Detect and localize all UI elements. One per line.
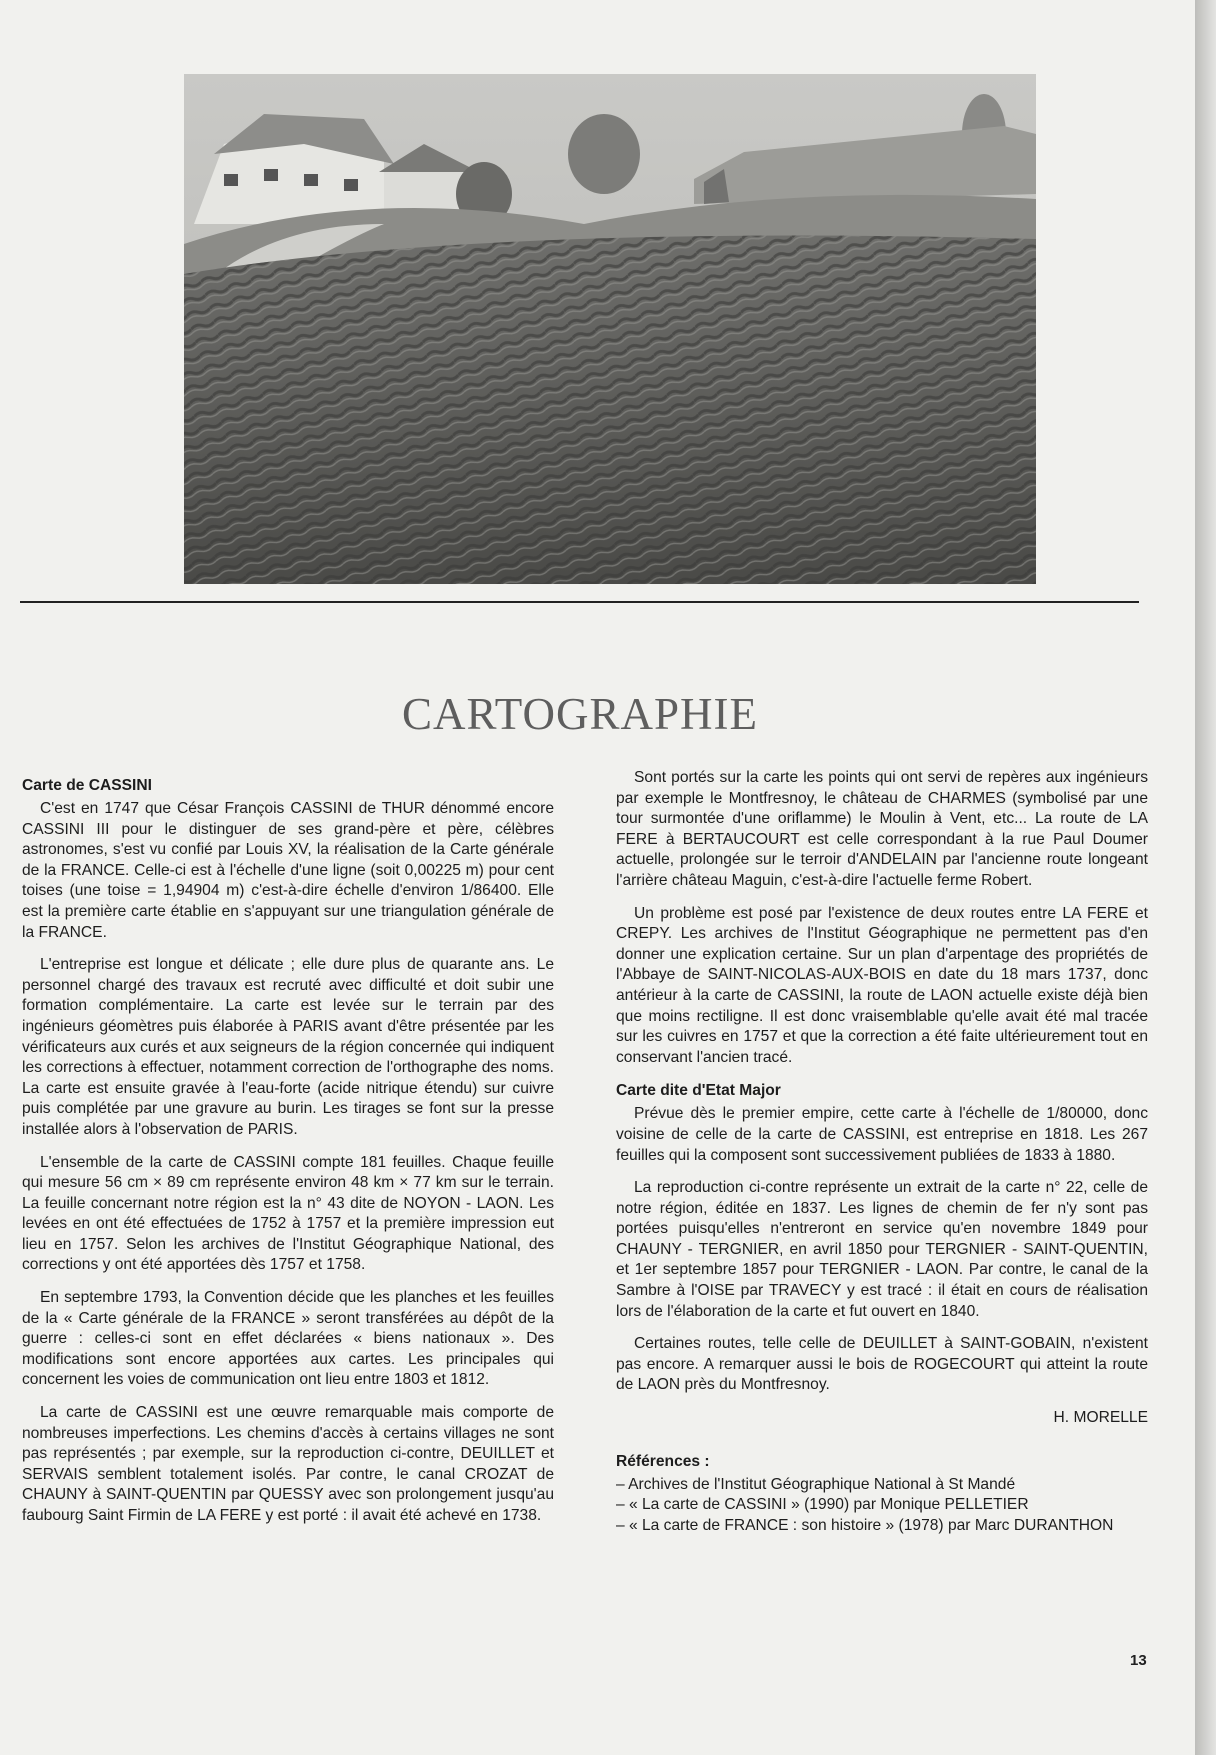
paragraph: Sont portés sur la carte les points qui ont servi de repères aux ingénieurs par exemple le Montfresnoy, le château de CHARMES (symbolisé par une tour surmontée d'une oriflamme) le Moulin à Vent, etc... La route de LA FERE à BERTAUCOURT est celle correspondant à la rue Paul Doumer actuelle, prolongée sur le terroir d'ANDELAIN par l'ancienne route longeant l'arrière château Maguin, c'est-à-dire l'actuelle ferme Robert. xyxy=(616,769,1148,889)
landscape-photo-drawing xyxy=(184,74,1036,584)
page-number: 13 xyxy=(1130,1652,1147,1669)
section-heading-etat-major: Carte dite d'Etat Major xyxy=(616,1082,781,1100)
paragraph: L'entreprise est longue et délicate ; elle dure plus de quarante ans. Le personnel chargé des travaux est recruté avec difficulté et doit subir une formation complémentaire. La carte est levée sur le terrain par des ingénieurs géomètres puis élaborée à PARIS avant d'être présentée par les vérificateurs aux curés et aux seigneurs de la région concernée qui indiquent les corrections à effectuer, notamment correction de l'orthographe des noms. La carte est ensuite gravée à l'eau-forte (acide nitrique étendu) sur cuivre puis complétée par une gravure au burin. Les tirages se font sur la presse installée alors à l'observation de PARIS. xyxy=(22,956,554,1138)
paragraph: Prévue dès le premier empire, cette carte à l'échelle de 1/80000, donc voisine de celle de la carte de CASSINI, est entreprise en 1818. Les 267 feuilles qui la composent sont successivement publiées de 1833 à 1880. xyxy=(616,1105,1148,1164)
horizontal-rule xyxy=(20,601,1139,603)
paragraph: Un problème est posé par l'existence de deux routes entre LA FERE et CREPY. Les archives de l'Institut Géographique ne permettent pas d'en donner une explication certaine. Sur un plan d'arpentage des propriétés de l'Abbaye de SAINT-NICOLAS-AUX-BOIS en date du 18 mars 1737, donc antérieur à la carte de CASSINI, la route de LAON actuelle existe déjà bien que moins rectiligne. Il est donc vraisemblable qu'elle avait été mal tracée sur les cuivres en 1757 et que la correction a été faite ultérieurement tout en conservant l'ancien tracé. xyxy=(616,904,1148,1066)
reference-item: – Archives de l'Institut Géographique National à St Mandé xyxy=(616,1475,1016,1493)
references-list xyxy=(616,1475,1148,1537)
landscape-photo xyxy=(184,74,1036,584)
right-column xyxy=(616,768,1148,1536)
section-heading-cassini: Carte de CASSINI xyxy=(22,777,152,794)
references-heading: Références : xyxy=(616,1452,710,1470)
page-title: CARTOGRAPHIE xyxy=(401,689,758,739)
reference-item: – « La carte de CASSINI » (1990) par Monique PELLETIER xyxy=(616,1496,1029,1514)
author-signature: H. MORELLE xyxy=(1053,1409,1148,1427)
paragraph: Certaines routes, telle celle de DEUILLET à SAINT-GOBAIN, n'existent pas encore. A remarquer aussi le bois de ROGECOURT qui atteint la route de LAON près du Montfresnoy. xyxy=(616,1335,1148,1394)
reference-item: – « La carte de FRANCE : son histoire » (1978) par Marc DURANTHON xyxy=(616,1516,1114,1534)
paragraph: La carte de CASSINI est une œuvre remarquable mais comporte de nombreuses imperfections. Les chemins d'accès à certains villages ne sont pas représentés ; par exemple, sur la reproduction ci-contre, DEUILLET et SERVAIS semblent totalement isolés. Par contre, le canal CROZAT de CHAUNY à SAINT-QUENTIN par QUESSY avec son prolongement jusqu'au faubourg Saint Firmin de LA FERE y est porté : il avait été achevé en 1738. xyxy=(22,1404,554,1524)
paragraph: C'est en 1747 que César François CASSINI de THUR dénommé encore CASSINI III pour le distinguer de ses grand-père et père, célèbres astronomes, s'est vu confié par Louis XV, la réalisation de la Carte générale de la FRANCE. Celle-ci est à l'échelle d'une ligne (soit 0,00225 m) pour cent toises (une toise = 1,94904 m) c'est-à-dire échelle d'environ 1/86400. Elle est la première carte établie en s'appuyant sur une triangulation générale de la FRANCE. xyxy=(22,800,554,941)
paragraph: La reproduction ci-contre représente un extrait de la carte n° 22, celle de notre région, éditée en 1837. Les lignes de chemin de fer n'y sont pas portées puisqu'elles n'entreront en service qu'en novembre 1849 pour CHAUNY - TERGNIER, en avril 1850 pour TERGNIER - SAINT-QUENTIN, et 1er septembre 1857 pour TERGNIER - LAON. Par contre, le canal de la Sambre à l'OISE par TRAVECY y est tracé : il était en cours de réalisation lors de l'élaboration de la carte et fut ouvert en 1840. xyxy=(616,1179,1148,1320)
paragraph: En septembre 1793, la Convention décide que les planches et les feuilles de la « Carte générale de la FRANCE » seront transférées au dépôt de la guerre : celles-ci sont en effet déclarées « biens nationaux ». Des modifications sont encore apportées aux cartes. Les principales qui concernent les voies de communication ont lieu entre 1803 et 1812. xyxy=(22,1289,554,1389)
paragraph: L'ensemble de la carte de CASSINI compte 181 feuilles. Chaque feuille qui mesure 56 cm × 89 cm représente environ 48 km × 77 km sur le terrain. La feuille concernant notre région est la n° 43 dite de NOYON - LAON. Les levées en ont été effectuées de 1752 à 1757 et la première impression eut lieu en 1757. Selon les archives de l'Institut Géographique National, des corrections y ont été apportées dès 1757 et 1758. xyxy=(22,1153,554,1274)
left-column xyxy=(22,775,554,1539)
